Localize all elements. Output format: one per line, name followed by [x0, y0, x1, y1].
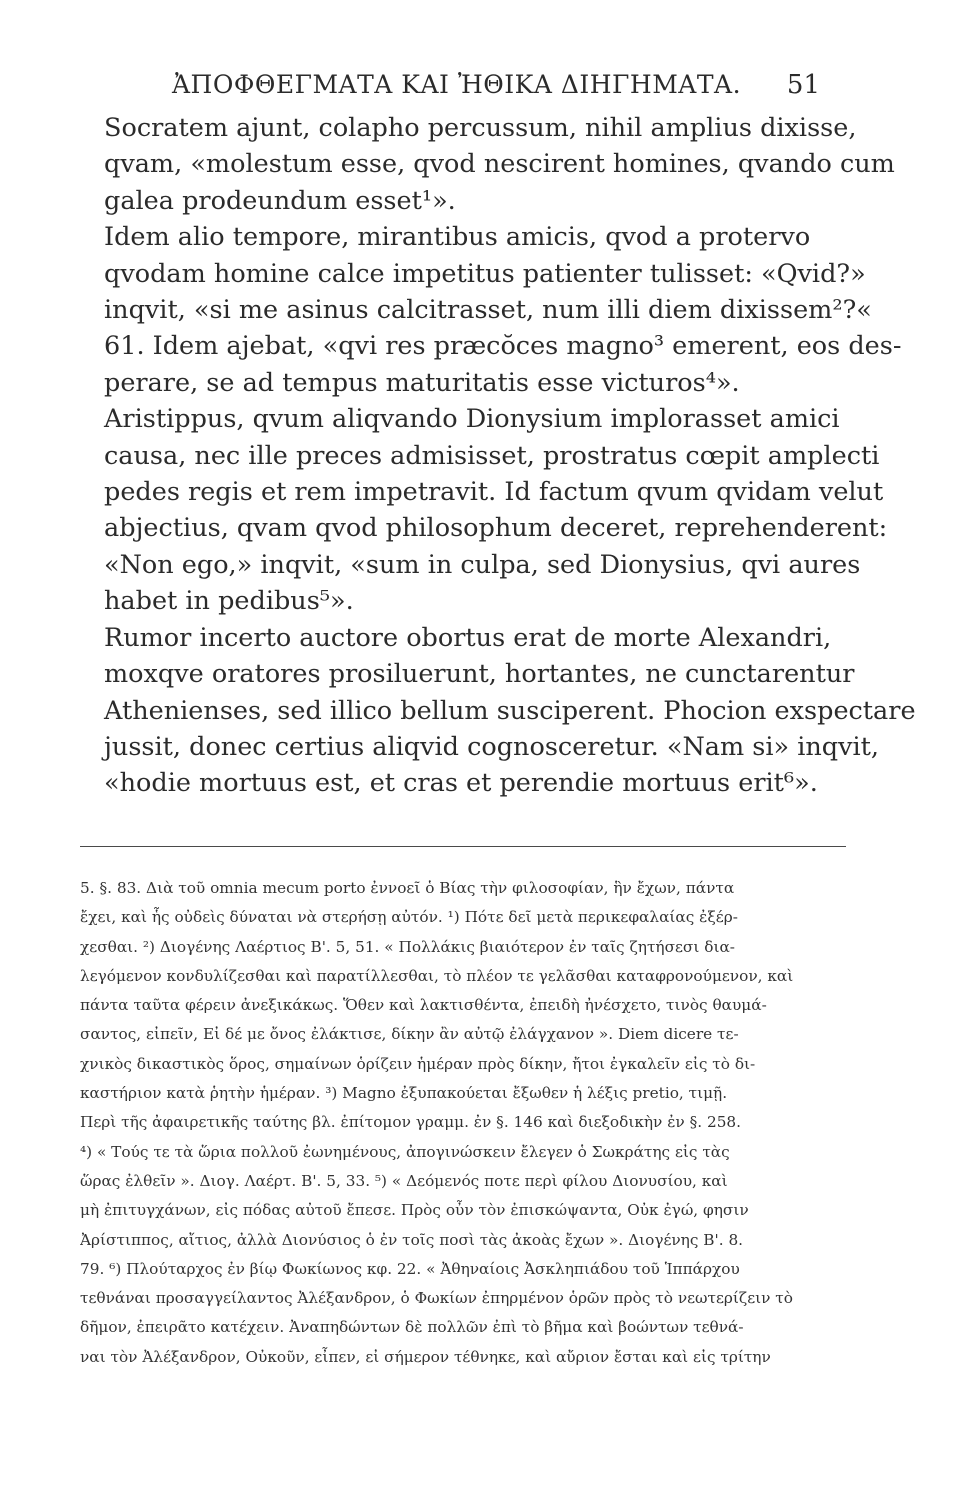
text-line: inqvit, «si me asinus calcitrasset, num illi diem dixissem²?«	[104, 295, 872, 326]
paragraph-socrates	[62, 110, 895, 219]
footnote-line: ἔχει, καὶ ἧς οὐδεὶς δύναται νὰ στερήσῃ αὐτόν. ¹) Πότε δεῖ μετὰ περικεφαλαίας ἐξέρ-	[80, 908, 738, 927]
footnote-line: χνικὸς δικαστικὸς ὅρος, σημαίνων ὁρίζειν ἡμέραν πρὸς δίκην, ἤτοι ἐγκαλεῖν εἰς τὸ δι-	[80, 1054, 756, 1073]
text-line: Athenienses, sed illico bellum susciperent. Phocion exspectare	[104, 695, 916, 726]
footnote-line: τεθνάναι προσαγγείλαντος Ἀλέξανδρον, ὁ Φωκίων ἐπηρμένον ὁρῶν πρὸς τὸ νεωτερίζειν τὸ	[80, 1289, 793, 1308]
paragraph-aristippus	[62, 401, 888, 619]
footnote-line: ⁴) « Τούς τε τὰ ὥρια πολλοῦ ἐωνημένους, ἀπογινώσκειν ἔλεγεν ὁ Σωκράτης εἰς τὰς	[80, 1142, 730, 1161]
text-line: moxqve oratores prosiluerunt, hortantes, ne cunctarentur	[104, 659, 855, 690]
text-line: «hodie mortuus est, et cras et perendie mortuus erit⁶».	[104, 768, 818, 799]
footnote-line: λεγόμενον κονδυλίζεσθαι καὶ παρατίλλεσθαι, τὸ πλέον τε γελᾶσθαι καταφρονούμενον, καὶ	[80, 966, 794, 985]
text-line: qvodam homine calce impetitus patienter tulisset: «Qvid?»	[104, 258, 866, 289]
text-line: causa, nec ille preces admisisset, prostratus cœpit amplecti	[104, 440, 880, 471]
main-text	[62, 110, 916, 802]
footnote-line: δῆμον, ἐπειρᾶτο κατέχειν. Ἀναπηδώντων δὲ πολλῶν ἐπὶ τὸ βῆμα καὶ βοώντων τεθνά-	[80, 1318, 744, 1337]
text-line: habet in pedibus⁵».	[104, 586, 354, 617]
running-title: ἈΠΟΦΘΕΓΜΑΤΑ ΚΑΙ ἨΘΙΚΑ ΔΙΗΓΗΜΑΤΑ.	[172, 70, 742, 99]
page-number: 51	[786, 70, 820, 100]
footnote-line: 5. §. 83. Διὰ τοῦ omnia mecum porto ἐννοεῖ ὁ Βίας τὴν φιλοσοφίαν, ἣν ἔχων, πάντα	[80, 879, 735, 897]
text-line: Rumor incerto auctore obortus erat de morte Alexandri,	[104, 622, 832, 653]
text-line: perare, se ad tempus maturitatis esse victuros⁴».	[104, 367, 740, 398]
paragraph-idem	[62, 219, 902, 401]
paragraph-rumor	[62, 620, 916, 802]
text-line: Idem alio tempore, mirantibus amicis, qvod a protervo	[104, 222, 811, 253]
footnotes	[80, 874, 850, 1372]
footnote-line: 79. ⁶) Πλούταρχος ἐν βίῳ Φωκίωνος κφ. 22. « Ἀθηναίοις Ἀσκληπιάδου τοῦ Ἱππάρχου	[80, 1259, 740, 1278]
footnote-line: σαντος, εἰπεῖν, Εἰ δέ με ὄνος ἐλάκτισε, δίκην ἂν αὐτῷ ἐλάγχανον ». Diem dicere τε-	[80, 1025, 739, 1044]
footnote-line: πάντα ταῦτα φέρειν ἀνεξικάκως. Ὅθεν καὶ λακτισθέντα, ἐπειδὴ ἠνέσχετο, τινὸς θαυμά-	[80, 996, 767, 1015]
text-line: jussit, donec certius aliqvid cognosceretur. «Nam si» inqvit,	[104, 731, 880, 762]
text-line: qvam, «molestum esse, qvod nescirent homines, qvando cum	[104, 149, 895, 180]
footnote-line: Περὶ τῆς ἀφαιρετικῆς ταύτης βλ. ἐπίτομον γραμμ. ἐν §. 146 καὶ διεξοδικὴν ἐν §. 258.	[80, 1113, 742, 1132]
footnote-line: χεσθαι. ²) Διογένης Λαέρτιος Β'. 5, 51. « Πολλάκις βιαιότερον ἐν ταῖς ζητήσεσι δια-	[80, 937, 735, 956]
text-line: 61. Idem ajebat, «qvi res præcŏces magno³ emerent, eos des-	[104, 331, 902, 362]
text-line: abjectius, qvam qvod philosophum deceret, reprehenderent:	[104, 513, 888, 544]
running-header	[172, 70, 820, 110]
footnote-line: ὥρας ἐλθεῖν ». Διογ. Λαέρτ. Β'. 5, 33. ⁵) « Δεόμενός ποτε περὶ φίλου Διονυσίου, καὶ	[80, 1171, 728, 1190]
text-line: galea prodeundum esset¹».	[104, 185, 456, 216]
text-line: pedes regis et rem impetravit. Id factum qvum qvidam velut	[104, 477, 884, 508]
text-line: «Non ego,» inqvit, «sum in culpa, sed Dionysius, qvi aures	[104, 549, 861, 580]
text-line: Socratem ajunt, colapho percussum, nihil amplius dixisse,	[104, 113, 857, 143]
footnote-divider	[80, 846, 846, 847]
text-line: Aristippus, qvum aliqvando Dionysium implorasset amici	[104, 404, 840, 435]
footnote-line: ναι τὸν Ἀλέξανδρον, Οὐκοῦν, εἶπεν, εἰ σήμερον τέθνηκε, καὶ αὔριον ἔσται καὶ εἰς τρίτην	[80, 1347, 771, 1366]
footnote-line: καστήριον κατὰ ῥητὴν ἡμέραν. ³) Magno ἐξυπακούεται ἔξωθεν ἡ λέξις pretio, τιμῇ.	[80, 1084, 728, 1103]
footnote-line: μὴ ἐπιτυγχάνων, εἰς πόδας αὐτοῦ ἔπεσε. Πρὸς οὖν τὸν ἐπισκώψαντα, Οὐκ ἐγώ, φησιν	[80, 1201, 749, 1220]
footnote-line: Ἀρίστιππος, αἴτιος, ἀλλὰ Διονύσιος ὁ ἐν τοῖς ποσὶ τὰς ἀκοὰς ἔχων ». Διογένης Β'. 8.	[80, 1230, 744, 1249]
